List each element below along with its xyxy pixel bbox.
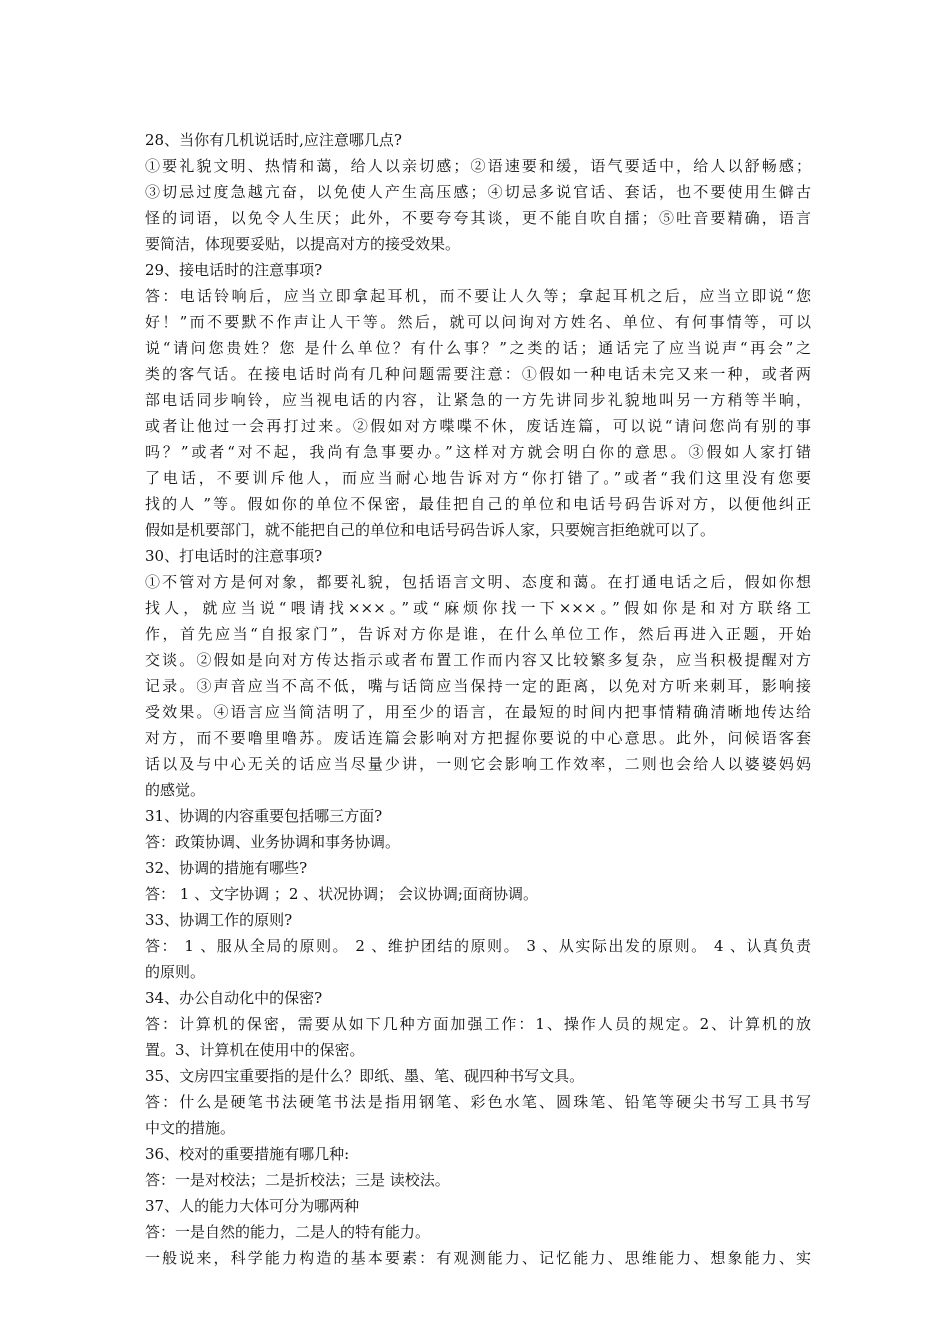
question-heading: 28、当你有几机说话时,应注意哪几点? [145,131,402,149]
text-line: 答：什么是硬笔书法硬笔书法是指用钢笔、彩色水笔、圆珠笔、铅笔等硬尖书写工具书写 [145,1093,811,1111]
text-line: 置。3、计算机在使用中的保密。 [145,1041,365,1059]
text-line: 找的人 ”等。假如你的单位不保密，最佳把自己的单位和电话号码告诉对方，以便他纠正 [145,495,811,513]
text-line: 的原则。 [145,963,206,981]
question-heading: 37、人的能力大体可分为哪两种 [145,1197,360,1215]
question-heading: 31、协调的内容重要包括哪三方面? [145,807,383,825]
text-line: ①要礼貌文明、热情和蔼，给人以亲切感；②语速要和缓，语气要适中，给人以舒畅感； [145,157,811,175]
text-line: 答： 1 、服从全局的原则。 2 、维护团结的原则。 3 、从实际出发的原则。 4 、认真负责 [145,937,811,955]
text-line: 中文的措施。 [145,1119,236,1137]
question-heading: 32、协调的措施有哪些? [145,859,308,877]
text-line: 或者让他过一会再打过来。②假如对方喋喋不休，废话连篇，可以说“请问您尚有别的事 [145,417,811,435]
text-line: 一般说来，科学能力构造的基本要素：有观测能力、记忆能力、思维能力、想象能力、实 [145,1249,811,1267]
text-line: 好！”而不要默不作声让人干等。然后，就可以问询对方姓名、单位、有何事情等，可以 [145,313,811,331]
question-heading: 30、打电话时的注意事项? [145,547,323,565]
text-line: 受效果。④语言应当简洁明了，用至少的语言，在最短的时间内把事情精确清晰地传达给 [145,703,811,721]
text-line: 答：计算机的保密，需要从如下几种方面加强工作：1、操作人员的规定。2、计算机的放 [145,1015,811,1033]
text-line: 假如是机要部门，就不能把自己的单位和电话号码告诉人家，只要婉言拒绝就可以了。 [145,521,716,539]
text-line: 答： 1 、文字协调 ；2 、状况协调； 会议协调;面商协调。 [145,885,538,903]
text-line: 找人，就应当说“喂请找×××。”或“麻烦你找一下×××。”假如你是和对方联络工 [145,599,811,617]
text-line: 答：电话铃响后，应当立即拿起耳机，而不要让人久等；拿起耳机之后，应当立即说“您 [145,287,811,305]
text-line: 了电话，不要训斥他人，而应当耐心地告诉对方“你打错了。”或者“我们这里没有您要 [145,469,811,487]
question-heading: 33、协调工作的原则? [145,911,293,929]
question-heading: 35、文房四宝重要指的是什么？即纸、墨、笔、砚四种书写文具。 [145,1067,585,1085]
text-line: 怪的词语，以免令人生厌；此外，不要夸夸其谈，更不能自吹自擂；⑤吐音要精确，语言 [145,209,811,227]
text-line: 类的客气话。在接电话时尚有几种问题需要注意：①假如一种电话未完又来一种，或者两 [145,365,811,383]
text-line: ③切忌过度急越亢奋，以免使人产生高压感；④切忌多说官话、套话，也不要使用生僻古 [145,183,811,201]
text-line: 要简洁，体现要妥贴，以提高对方的接受效果。 [145,235,461,253]
question-heading: 29、接电话时的注意事项? [145,261,323,279]
text-line: 记录。③声音应当不高不低，嘴与话筒应当保持一定的距离，以免对方听来刺耳，影响接 [145,677,811,695]
text-line: ①不管对方是何对象，都要礼貌，包括语言文明、态度和蔼。在打通电话之后，假如你想 [145,573,811,591]
question-heading: 34、办公自动化中的保密? [145,989,323,1007]
text-line: 答：一是自然的能力，二是人的特有能力。 [145,1223,431,1241]
text-line: 交谈。②假如是向对方传达指示或者布置工作而内容又比较繁多复杂，应当积极提醒对方 [145,651,811,669]
text-line: 作，首先应当“自报家门”，告诉对方你是谁，在什么单位工作，然后再进入正题，开始 [145,625,811,643]
text-line: 吗？”或者“对不起，我尚有急事要办。”这样对方就会明白你的意思。③假如人家打错 [145,443,811,461]
text-line: 部电话同步响铃，应当视电话的内容，让紧急的一方先讲同步礼貌地叫另一方稍等半晌， [145,391,811,409]
text-line: 的感觉。 [145,781,206,799]
text-line: 答：政策协调、业务协调和事务协调。 [145,833,401,851]
question-heading: 36、校对的重要措施有哪几种: [145,1145,350,1163]
text-line: 说“请问您贵姓？您 是什么单位？有什么事？”之类的话；通话完了应当说声“再会”之 [145,339,811,357]
text-line: 答：一是对校法；二是折校法；三是 读校法。 [145,1171,450,1189]
document-body [145,127,811,1271]
text-line: 对方，而不要噜里噜苏。废话连篇会影响对方把握你要说的中心意思。此外，问候语客套 [145,729,811,747]
text-line: 话以及与中心无关的话应当尽量少讲，一则它会影响工作效率，二则也会给人以婆婆妈妈 [145,755,811,773]
